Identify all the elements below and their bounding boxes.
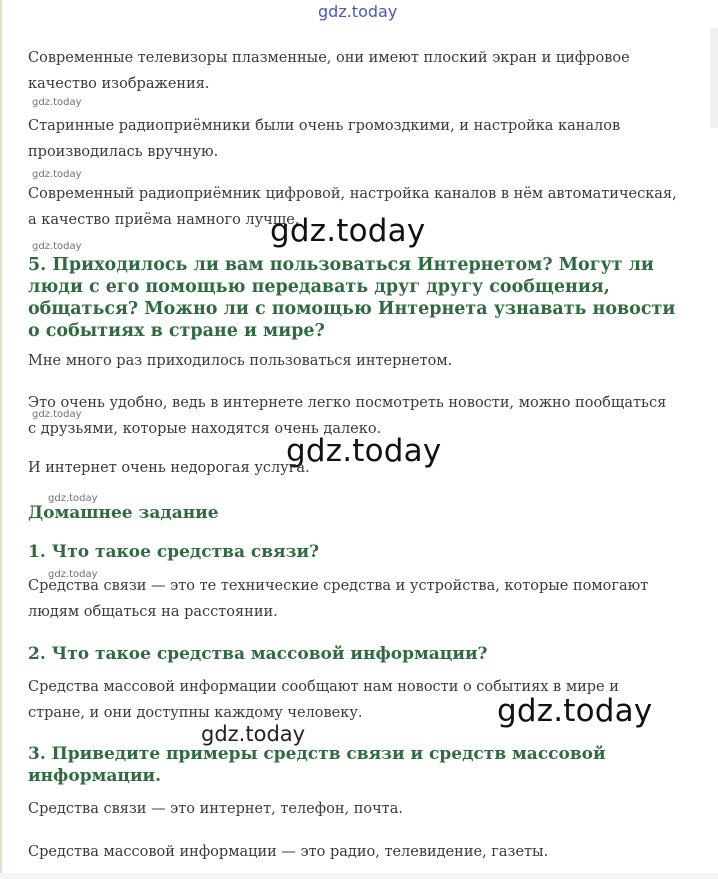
paragraph-communication-examples: Средства связи — это интернет, телефон, почта. bbox=[28, 801, 403, 817]
scrollbar-track[interactable] bbox=[710, 28, 718, 128]
paragraph-internet-cheap: И интернет очень недорогая услуга. bbox=[28, 460, 310, 476]
left-border-line bbox=[0, 0, 2, 879]
paragraph-old-radio: Старинные радиоприёмники были очень громоздкими, и настройка каналов производилась вручную. bbox=[28, 118, 621, 160]
watermark-small: gdz.today bbox=[32, 97, 82, 108]
watermark-large: gdz.today bbox=[270, 213, 426, 249]
watermark-header: gdz.today bbox=[318, 2, 398, 21]
watermark-small: gdz.today bbox=[32, 241, 82, 252]
watermark-small: gdz.today bbox=[32, 409, 82, 420]
paragraph-communication-means: Средства связи — это те технические средства и устройства, которые помогают людям общаться на расстоянии. bbox=[28, 578, 649, 620]
paragraph-internet-convenient: Это очень удобно, ведь в интернете легко посмотреть новости, можно пообщаться с друзьями, которые находятся очень далеко. bbox=[28, 395, 667, 437]
paragraph-tv: Современные телевизоры плазменные, они имеют плоский экран и цифровое качество изображения. bbox=[28, 50, 630, 92]
bottom-divider bbox=[0, 873, 718, 879]
paragraph-mass-media-examples: Средства массовой информации — это радио, телевидение, газеты. bbox=[28, 844, 549, 860]
paragraph-mass-media: Средства массовой информации сообщают нам новости о событиях в мире и стране, и они доступны каждому человеку. bbox=[28, 679, 619, 721]
homework-question-3: 3. Приведите примеры средств связи и средств массовой информации. bbox=[28, 744, 606, 786]
watermark-large: gdz.today bbox=[286, 433, 442, 469]
watermark-medium: gdz.today bbox=[201, 722, 306, 746]
watermark-large: gdz.today bbox=[497, 693, 653, 729]
homework-heading: Домашнее задание bbox=[28, 503, 219, 523]
watermark-small: gdz.today bbox=[32, 169, 82, 180]
homework-question-2: 2. Что такое средства массовой информации? bbox=[28, 644, 488, 664]
paragraph-internet-use: Мне много раз приходилось пользоваться интернетом. bbox=[28, 353, 453, 369]
watermark-small: gdz.today bbox=[48, 569, 98, 580]
homework-question-1: 1. Что такое средства связи? bbox=[28, 542, 320, 562]
watermark-small: gdz.today bbox=[48, 493, 98, 504]
question-5-heading: 5. Приходилось ли вам пользоваться Интернетом? Могут ли люди с его помощью передавать друг другу сообщения, общаться? Можно ли с помощью Интернета узнавать новости о событиях в стране и мире? bbox=[28, 255, 676, 341]
paragraph-modern-radio: Современный радиоприёмник цифровой, настройка каналов в нём автоматическая, а качество приёма намного лучше. bbox=[28, 186, 677, 228]
